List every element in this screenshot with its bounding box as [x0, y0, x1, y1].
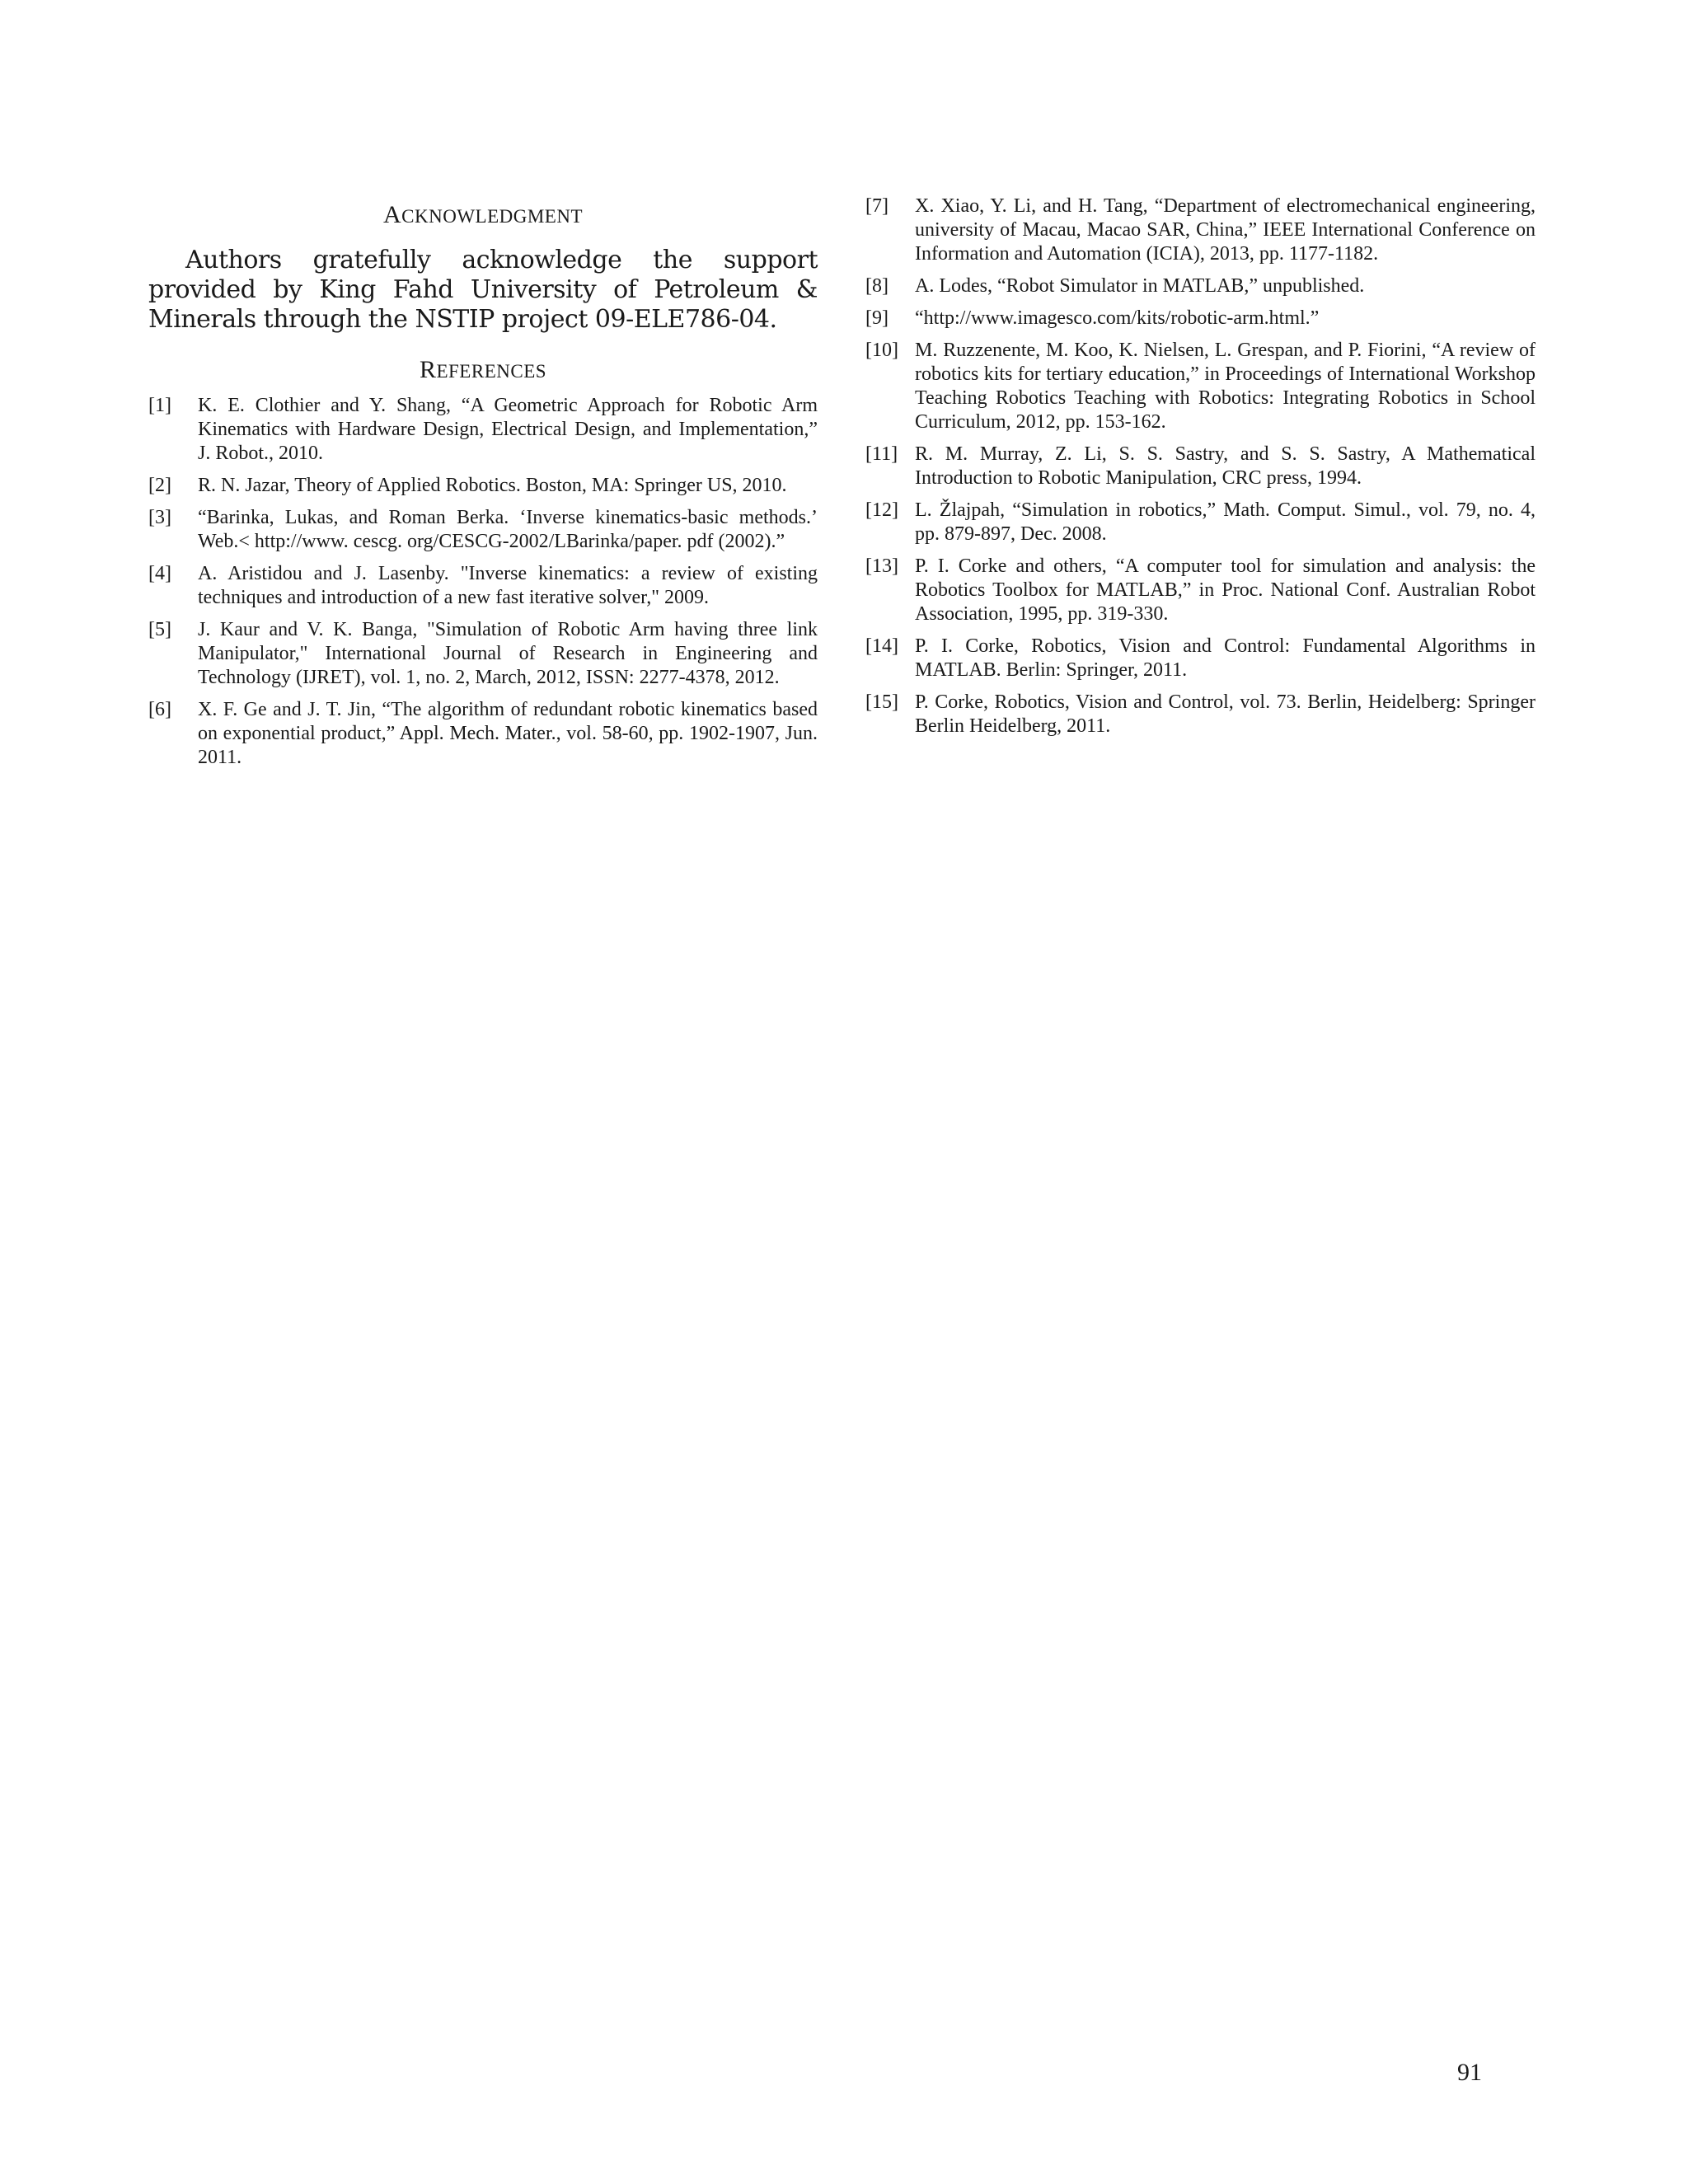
reference-text: L. Žlajpah, “Simulation in robotics,” Math. Comput. Simul., vol. 79, no. 4, pp. 879-897, Dec. 2008. [915, 499, 1536, 545]
reference-number: [13] [865, 555, 898, 577]
reference-number: [4] [148, 563, 171, 584]
reference-item [865, 194, 1536, 266]
reference-number: [8] [865, 275, 889, 297]
reference-list-left [148, 394, 818, 770]
reference-item [148, 506, 818, 554]
references-heading-rest: EFERENCES [436, 361, 547, 382]
references-heading [148, 356, 818, 384]
reference-item [148, 618, 818, 690]
reference-text: K. E. Clothier and Y. Shang, “A Geometric Approach for Robotic Arm Kinematics with Hardware Design, Electrical Design, and Implementation,” J. Robot., 2010. [198, 395, 818, 464]
reference-item [865, 691, 1536, 738]
acknowledgment-heading-rest: CKNOWLEDGMENT [401, 206, 584, 227]
reference-text: X. Xiao, Y. Li, and H. Tang, “Department of electromechanical engineering, university of Macau, Macao SAR, China,” IEEE International Conference on Information and Automation (ICIA), 2013, pp. 1177-1182. [915, 195, 1536, 265]
reference-text: M. Ruzzenente, M. Koo, K. Nielsen, L. Grespan, and P. Fiorini, “A review of robotics kits for tertiary education,” in Proceedings of International Workshop Teaching Robotics Teaching with Robotics: Integrating Robotics in School Curriculum, 2012, pp. 153-162. [915, 340, 1536, 433]
acknowledgment-text: Authors gratefully acknowledge the support provided by King Fahd University of Petroleum & Minerals through the NSTIP project 09-ELE786-04. [148, 246, 818, 334]
reference-number: [7] [865, 195, 889, 217]
reference-number: [1] [148, 395, 171, 416]
reference-item [865, 499, 1536, 546]
reference-item [865, 339, 1536, 434]
reference-text: X. F. Ge and J. T. Jin, “The algorithm of redundant robotic kinematics based on exponential product,” Appl. Mech. Mater., vol. 58-60, pp. 1902-1907, Jun. 2011. [198, 699, 818, 768]
reference-list-right [865, 194, 1536, 738]
reference-number: [5] [148, 619, 171, 640]
reference-text: P. I. Corke, Robotics, Vision and Control: Fundamental Algorithms in MATLAB. Berlin: Springer, 2011. [915, 635, 1536, 681]
reference-item [865, 635, 1536, 682]
page-number: 91 [1457, 2059, 1482, 2086]
reference-number: [14] [865, 635, 898, 657]
reference-number: [2] [148, 475, 171, 496]
reference-text: R. M. Murray, Z. Li, S. S. Sastry, and S. S. Sastry, A Mathematical Introduction to Robotic Manipulation, CRC press, 1994. [915, 443, 1536, 489]
reference-text: “http://www.imagesco.com/kits/robotic-arm.html.” [915, 307, 1320, 329]
reference-number: [3] [148, 507, 171, 528]
reference-text: A. Lodes, “Robot Simulator in MATLAB,” unpublished. [915, 275, 1365, 297]
reference-item [148, 394, 818, 466]
reference-text: A. Aristidou and J. Lasenby. "Inverse kinematics: a review of existing techniques and introduction of a new fast iterative solver," 2009. [198, 563, 818, 608]
reference-text: J. Kaur and V. K. Banga, "Simulation of Robotic Arm having three link Manipulator," International Journal of Research in Engineering and Technology (IJRET), vol. 1, no. 2, March, 2012, ISSN: 2277-4378, 2012. [198, 619, 818, 688]
references-heading-initial: R [419, 356, 437, 383]
reference-item [865, 274, 1536, 298]
reference-item [865, 443, 1536, 490]
left-column [148, 194, 818, 778]
reference-text: “Barinka, Lukas, and Roman Berka. ‘Inverse kinematics-basic methods.’ Web.< http://www. cescg. org/CESCG-2002/LBarinka/paper. pdf (2002).” [198, 507, 818, 552]
reference-text: R. N. Jazar, Theory of Applied Robotics. Boston, MA: Springer US, 2010. [198, 475, 787, 496]
reference-item [865, 307, 1536, 330]
acknowledgment-heading-initial: A [382, 201, 402, 228]
reference-item [148, 562, 818, 610]
reference-text: P. I. Corke and others, “A computer tool for simulation and analysis: the Robotics Toolbox for MATLAB,” in Proc. National Conf. Australian Robot Association, 1995, pp. 319-330. [915, 555, 1536, 625]
reference-number: [15] [865, 691, 898, 713]
reference-number: [12] [865, 499, 898, 521]
acknowledgment-heading [148, 201, 818, 229]
reference-item [148, 698, 818, 770]
reference-number: [11] [865, 443, 898, 465]
reference-item [148, 474, 818, 498]
reference-number: [6] [148, 699, 171, 720]
reference-number: [9] [865, 307, 889, 329]
reference-number: [10] [865, 340, 898, 361]
reference-text: P. Corke, Robotics, Vision and Control, vol. 73. Berlin, Heidelberg: Springer Berlin Heidelberg, 2011. [915, 691, 1536, 737]
reference-item [865, 555, 1536, 626]
right-column [865, 194, 1536, 747]
